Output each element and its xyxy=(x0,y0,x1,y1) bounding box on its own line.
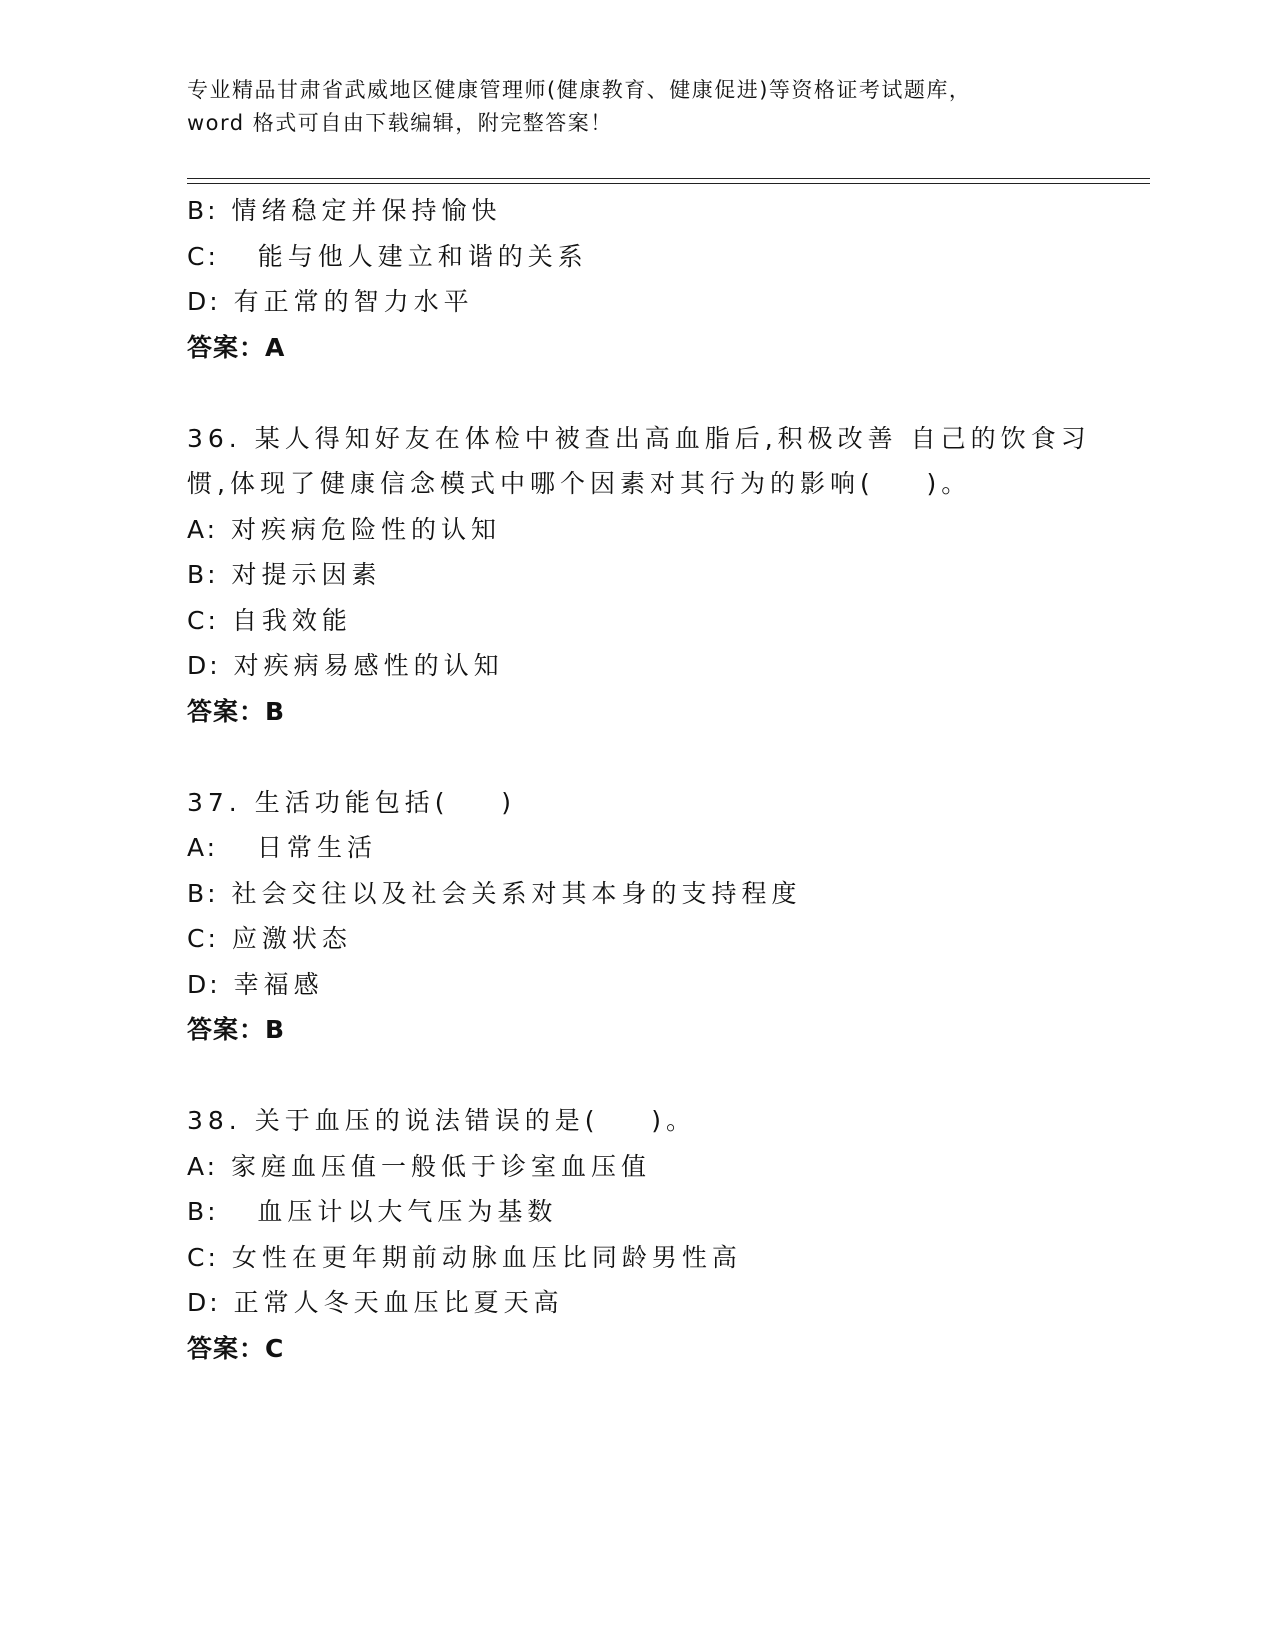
header-divider-top xyxy=(187,178,1150,179)
option-c: C: 自我效能 xyxy=(187,605,352,635)
question-37 xyxy=(187,780,1137,1053)
answer-label: 答案：B xyxy=(187,696,286,726)
answer-label: 答案：B xyxy=(187,1015,286,1044)
question-stem: 37. 生活功能包括( ) xyxy=(187,787,516,817)
question-stem-continued: 惯,体现了健康信念模式中哪个因素对其行为的影响( )。 xyxy=(187,469,972,498)
question-list xyxy=(187,188,1137,1371)
answer-label: 答案：C xyxy=(187,1333,285,1363)
question-stem: 36. 某人得知好友在体检中被查出高血脂后,积极改善 自己的饮食习 xyxy=(187,423,1091,453)
option-c: C: 能与他人建立和谐的关系 xyxy=(187,241,588,271)
option-d: D: 对疾病易感性的认知 xyxy=(187,651,504,680)
option-a: A: 对疾病危险性的认知 xyxy=(187,514,502,544)
header-title-line-1: 专业精品甘肃省武威地区健康管理师(健康教育、健康促进)等资格证考试题库， xyxy=(187,78,972,102)
option-a: A: 日常生活 xyxy=(187,833,377,862)
option-a: A: 家庭血压值一般低于诊室血压值 xyxy=(187,1151,652,1181)
spacer xyxy=(187,734,1137,780)
option-d: D: 正常人冬天血压比夏天高 xyxy=(187,1288,564,1317)
question-38 xyxy=(187,1098,1137,1371)
question-stem: 38. 关于血压的说法错误的是( )。 xyxy=(187,1106,697,1135)
option-c: C: 女性在更年期前动脉血压比同龄男性高 xyxy=(187,1242,742,1272)
option-c: C: 应激状态 xyxy=(187,924,352,953)
option-b: B: 对提示因素 xyxy=(187,560,382,589)
question-36 xyxy=(187,416,1137,735)
question-35 xyxy=(187,188,1137,370)
spacer xyxy=(187,370,1137,416)
option-b: B: 社会交往以及社会关系对其本身的支持程度 xyxy=(187,878,802,908)
page-header xyxy=(187,74,1087,140)
header-title-line-2: word 格式可自由下载编辑，附完整答案！ xyxy=(187,111,613,135)
option-b: B: 情绪稳定并保持愉快 xyxy=(187,196,502,225)
option-d: D: 幸福感 xyxy=(187,969,324,999)
header-divider-bottom xyxy=(187,183,1150,184)
option-d: D: 有正常的智力水平 xyxy=(187,287,474,316)
answer-label: 答案：A xyxy=(187,332,286,362)
option-b: B: 血压计以大气压为基数 xyxy=(187,1197,558,1226)
spacer xyxy=(187,1053,1137,1099)
